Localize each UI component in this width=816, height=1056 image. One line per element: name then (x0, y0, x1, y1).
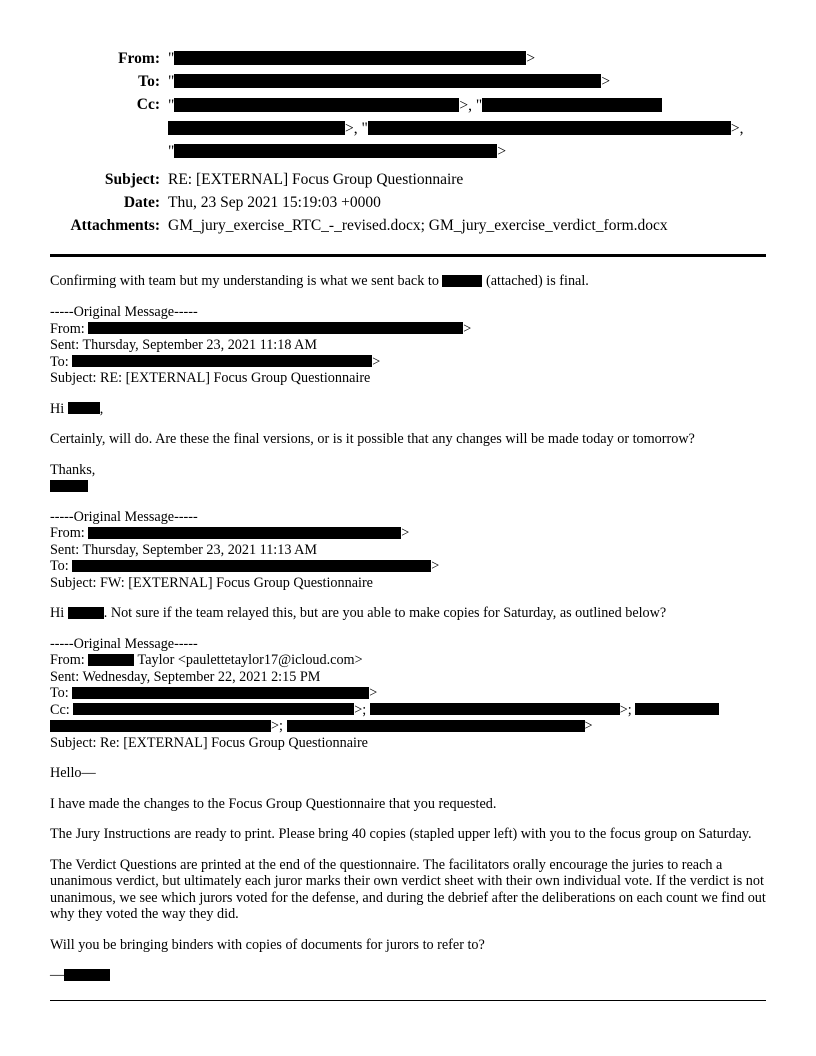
msg2-subject: Subject: FW: [EXTERNAL] Focus Group Questionnaire (50, 574, 373, 591)
redaction-bar (50, 720, 271, 732)
angle-bracket-comma: >, (459, 97, 476, 114)
email-body (0, 257, 816, 984)
redaction-bar (68, 402, 100, 414)
msg1-from-label: From: (50, 320, 89, 337)
from-label: From: (118, 50, 160, 67)
angle-bracket: > (497, 143, 507, 160)
quoted-message-1 (50, 304, 766, 495)
msg2-from (50, 525, 766, 542)
redaction-bar (88, 654, 134, 666)
msg2-greeting-post: . Not sure if the team relayed this, but are you able to make copies for Saturday, as outlined below? (103, 605, 667, 621)
header-row-from (50, 48, 766, 69)
redaction-bar (174, 51, 526, 65)
quote-mark: " (168, 97, 175, 114)
cc-value (168, 94, 766, 163)
msg1-paragraph: Certainly, will do. Are these the final versions, or is it possible that any changes will be made today or tomorrow? (50, 431, 695, 447)
attachments-label: Attachments: (70, 217, 160, 234)
email-header (0, 0, 816, 236)
header-row-to (50, 71, 766, 92)
intro-text-pre: Confirming with team but my understanding is what we sent back to (50, 273, 443, 289)
quote-mark: " (168, 73, 175, 90)
date-value: Thu, 23 Sep 2021 15:19:03 +0000 (168, 194, 381, 211)
original-message-marker: -----Original Message----- (50, 508, 198, 525)
msg2-sent: Sent: Thursday, September 23, 2021 11:13 AM (50, 541, 318, 558)
msg3-para3: The Verdict Questions are printed at the end of the questionnaire. The facilitators orally encourage the juries to reach a unanimous verdict, but ultimately each juror marks their own verdict sheet with their own individual vote. If the verdict is not unanimous, we see which jurors voted for the defense, and during the debrief after the deliberations on each count we find out why they voted the way they did. (50, 856, 766, 922)
msg3-to (50, 685, 766, 702)
msg1-thanks: Thanks, (50, 461, 96, 478)
redaction-bar (73, 703, 354, 715)
redaction-bar (482, 98, 662, 112)
to-value (168, 71, 766, 92)
msg1-greeting-pre: Hi (50, 400, 68, 417)
header-row-attachments (50, 215, 766, 236)
cc-label: Cc: (136, 96, 160, 113)
msg3-hello: Hello— (50, 765, 96, 781)
redaction-bar (287, 720, 585, 732)
redaction-bar (72, 687, 369, 699)
angle-bracket: > (526, 50, 536, 67)
msg2-to (50, 558, 766, 575)
footer-divider (50, 1000, 766, 1001)
msg1-signature (50, 478, 766, 495)
redaction-bar (174, 98, 459, 112)
redaction-bar (370, 703, 620, 715)
angle-bracket: > (372, 353, 381, 370)
msg3-to-label: To: (50, 685, 73, 701)
header-row-subject (50, 169, 766, 190)
quote-mark: " (168, 143, 175, 160)
header-row-cc (50, 94, 766, 163)
quoted-message-3 (50, 636, 766, 984)
redaction-bar (168, 121, 345, 135)
original-message-marker: -----Original Message----- (50, 635, 198, 652)
quote-mark: " (475, 97, 483, 114)
msg3-para1: I have made the changes to the Focus Group Questionnaire that you requested. (50, 795, 497, 812)
to-label: To: (138, 73, 160, 90)
msg1-to-label: To: (50, 353, 73, 370)
intro-paragraph (50, 273, 766, 290)
redaction-bar (368, 121, 731, 135)
redaction-bar (635, 703, 719, 715)
msg1-sent: Sent: Thursday, September 23, 2021 11:18 AM (50, 337, 318, 353)
msg3-subject: Subject: Re: [EXTERNAL] Focus Group Questionnaire (50, 734, 368, 751)
angle-bracket-semi: >; (619, 701, 636, 718)
msg2-from-label: From: (50, 525, 89, 541)
msg1-from (50, 321, 766, 338)
angle-bracket: > (431, 558, 440, 574)
msg3-signoff (50, 967, 766, 984)
msg1-greeting-post: , (99, 400, 104, 417)
redaction-bar (88, 322, 463, 334)
redaction-bar (64, 969, 110, 981)
redaction-bar (442, 275, 482, 287)
msg3-from-name: Taylor <paulettetaylor17@icloud.com> (134, 652, 363, 668)
msg1-to (50, 354, 766, 371)
quote-mark: " (168, 50, 175, 67)
angle-bracket: > (369, 685, 378, 701)
redaction-bar (174, 144, 497, 158)
attachments-value[interactable]: GM_jury_exercise_RTC_-_revised.docx; GM_jury_exercise_verdict_form.docx (168, 217, 668, 234)
redaction-bar (72, 355, 372, 367)
date-label: Date: (123, 194, 160, 211)
redaction-bar (88, 527, 401, 539)
msg2-greeting (50, 605, 766, 622)
msg2-to-label: To: (50, 558, 73, 574)
redaction-bar (68, 607, 104, 619)
angle-bracket: > (401, 525, 410, 541)
angle-bracket-semi: >; (354, 701, 370, 718)
original-message-marker: -----Original Message----- (50, 304, 198, 320)
redaction-bar (174, 74, 601, 88)
msg3-para4: Will you be bringing binders with copies of documents for jurors to refer to? (50, 936, 485, 953)
from-value (168, 48, 766, 69)
msg3-from (50, 652, 766, 669)
header-row-date (50, 192, 766, 213)
angle-bracket-comma: >, (345, 120, 362, 137)
quote-mark: " (361, 120, 368, 137)
msg3-signoff-dash: — (50, 967, 65, 983)
angle-bracket-semi: >; (271, 718, 287, 734)
intro-text-post: (attached) is final. (482, 273, 589, 289)
redaction-bar (72, 560, 431, 572)
msg1-greeting (50, 401, 766, 418)
redaction-bar (50, 480, 88, 492)
angle-bracket-comma: >, (730, 120, 744, 137)
msg1-subject: Subject: RE: [EXTERNAL] Focus Group Questionnaire (50, 370, 371, 386)
subject-label: Subject: (104, 171, 160, 188)
quoted-message-2 (50, 509, 766, 622)
msg3-from-label: From: (50, 652, 89, 668)
msg2-greeting-pre: Hi (50, 605, 68, 621)
msg3-cc-label: Cc: (50, 701, 74, 718)
angle-bracket: > (463, 320, 472, 337)
subject-value: RE: [EXTERNAL] Focus Group Questionnaire (168, 171, 464, 188)
angle-bracket: > (584, 718, 593, 734)
angle-bracket: > (601, 73, 611, 90)
msg3-para2: The Jury Instructions are ready to print. Please bring 40 copies (stapled upper left) with you to the focus group on Saturday. (50, 826, 752, 842)
msg3-sent: Sent: Wednesday, September 22, 2021 2:15 PM (50, 668, 321, 685)
msg3-cc (50, 702, 766, 735)
